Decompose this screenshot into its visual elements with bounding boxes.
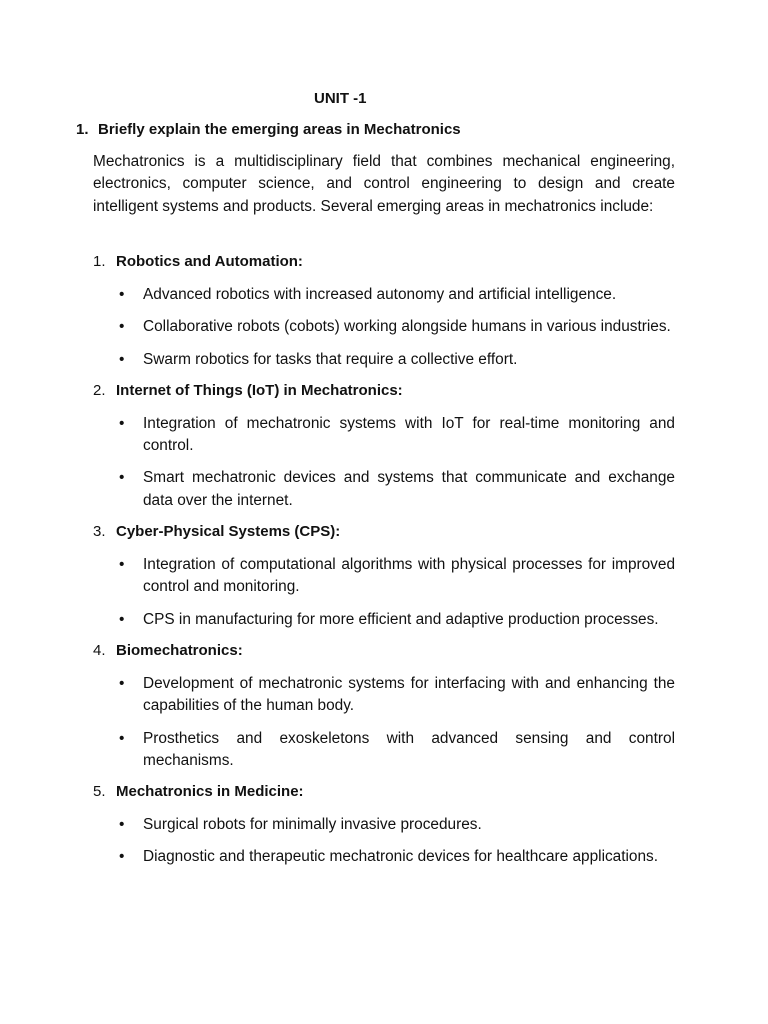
bullet-item [93,554,675,599]
bullet-dot: • [119,414,125,432]
bullet-item [93,846,675,868]
section-title: Internet of Things (IoT) in Mechatronics: [116,381,403,399]
section-number: 2. [93,381,106,399]
bullet-dot: • [119,350,125,368]
unit-title: UNIT -1 [314,90,367,107]
bullet-text: Integration of mechatronic systems with IoT for real-time monitoring and control. [143,414,675,455]
sections-list [93,252,675,879]
bullet-text: Swarm robotics for tasks that require a collective effort. [143,350,518,368]
section-heading [93,381,675,401]
question-heading [76,120,461,140]
section-heading [93,522,675,542]
bullet-item [93,349,675,371]
section-number: 1. [93,253,106,270]
bullet-text: CPS in manufacturing for more efficient and adaptive production processes. [143,610,659,628]
bullet-dot: • [119,469,125,487]
bullet-text: Collaborative robots (cobots) working alongside humans in various industries. [143,318,671,336]
bullet-text: Smart mechatronic devices and systems that communicate and exchange data over the internet. [143,469,675,509]
bullet-dot: • [119,610,125,628]
bullet-dot: • [119,556,125,574]
bullet-dot: • [119,286,125,303]
bullet-item [93,609,675,631]
section [93,252,675,371]
bullet-item [93,467,675,512]
section-title: Cyber-Physical Systems (CPS): [116,523,341,541]
section [93,641,675,772]
bullet-dot: • [119,848,125,866]
section [93,381,675,512]
question-text: Briefly explain the emerging areas in Mechatronics [98,121,461,138]
question-number: 1. [76,121,89,138]
section-title: Mechatronics in Medicine: [116,783,304,801]
section [93,782,675,869]
section-number: 3. [93,523,106,541]
bullet-text: Surgical robots for minimally invasive procedures. [143,816,482,834]
bullet-dot: • [119,674,125,692]
bullet-dot: • [119,816,125,834]
section-number: 5. [93,783,106,801]
bullet-text: Development of mechatronic systems for interfacing with and enhancing the capabilities of the human body. [143,674,675,715]
section-title: Robotics and Automation: [116,253,303,270]
bullet-item [93,316,675,338]
bullet-item [93,814,675,836]
bullet-item [93,284,675,306]
section-heading [93,782,675,802]
bullet-item [93,673,675,718]
section-number: 4. [93,641,106,659]
bullet-text: Prosthetics and exoskeletons with advanced sensing and control mechanisms. [143,729,675,769]
bullet-item [93,413,675,458]
intro-paragraph: Mechatronics is a multidisciplinary field that combines mechanical engineering, electronics, computer science, and control engineering to design and create intelligent systems and products. Several emerging areas in mechatronics include: [93,153,675,215]
bullet-dot: • [119,318,125,336]
section-title: Biomechatronics: [116,641,243,659]
bullet-item [93,728,675,773]
bullet-text: Advanced robotics with increased autonomy and artificial intelligence. [143,286,617,303]
bullet-text: Diagnostic and therapeutic mechatronic devices for healthcare applications. [143,848,659,866]
bullet-text: Integration of computational algorithms with physical processes for improved control and monitoring. [143,556,675,596]
section-heading [93,641,675,661]
bullet-dot: • [119,729,125,747]
section-heading [93,252,675,272]
section [93,522,675,631]
